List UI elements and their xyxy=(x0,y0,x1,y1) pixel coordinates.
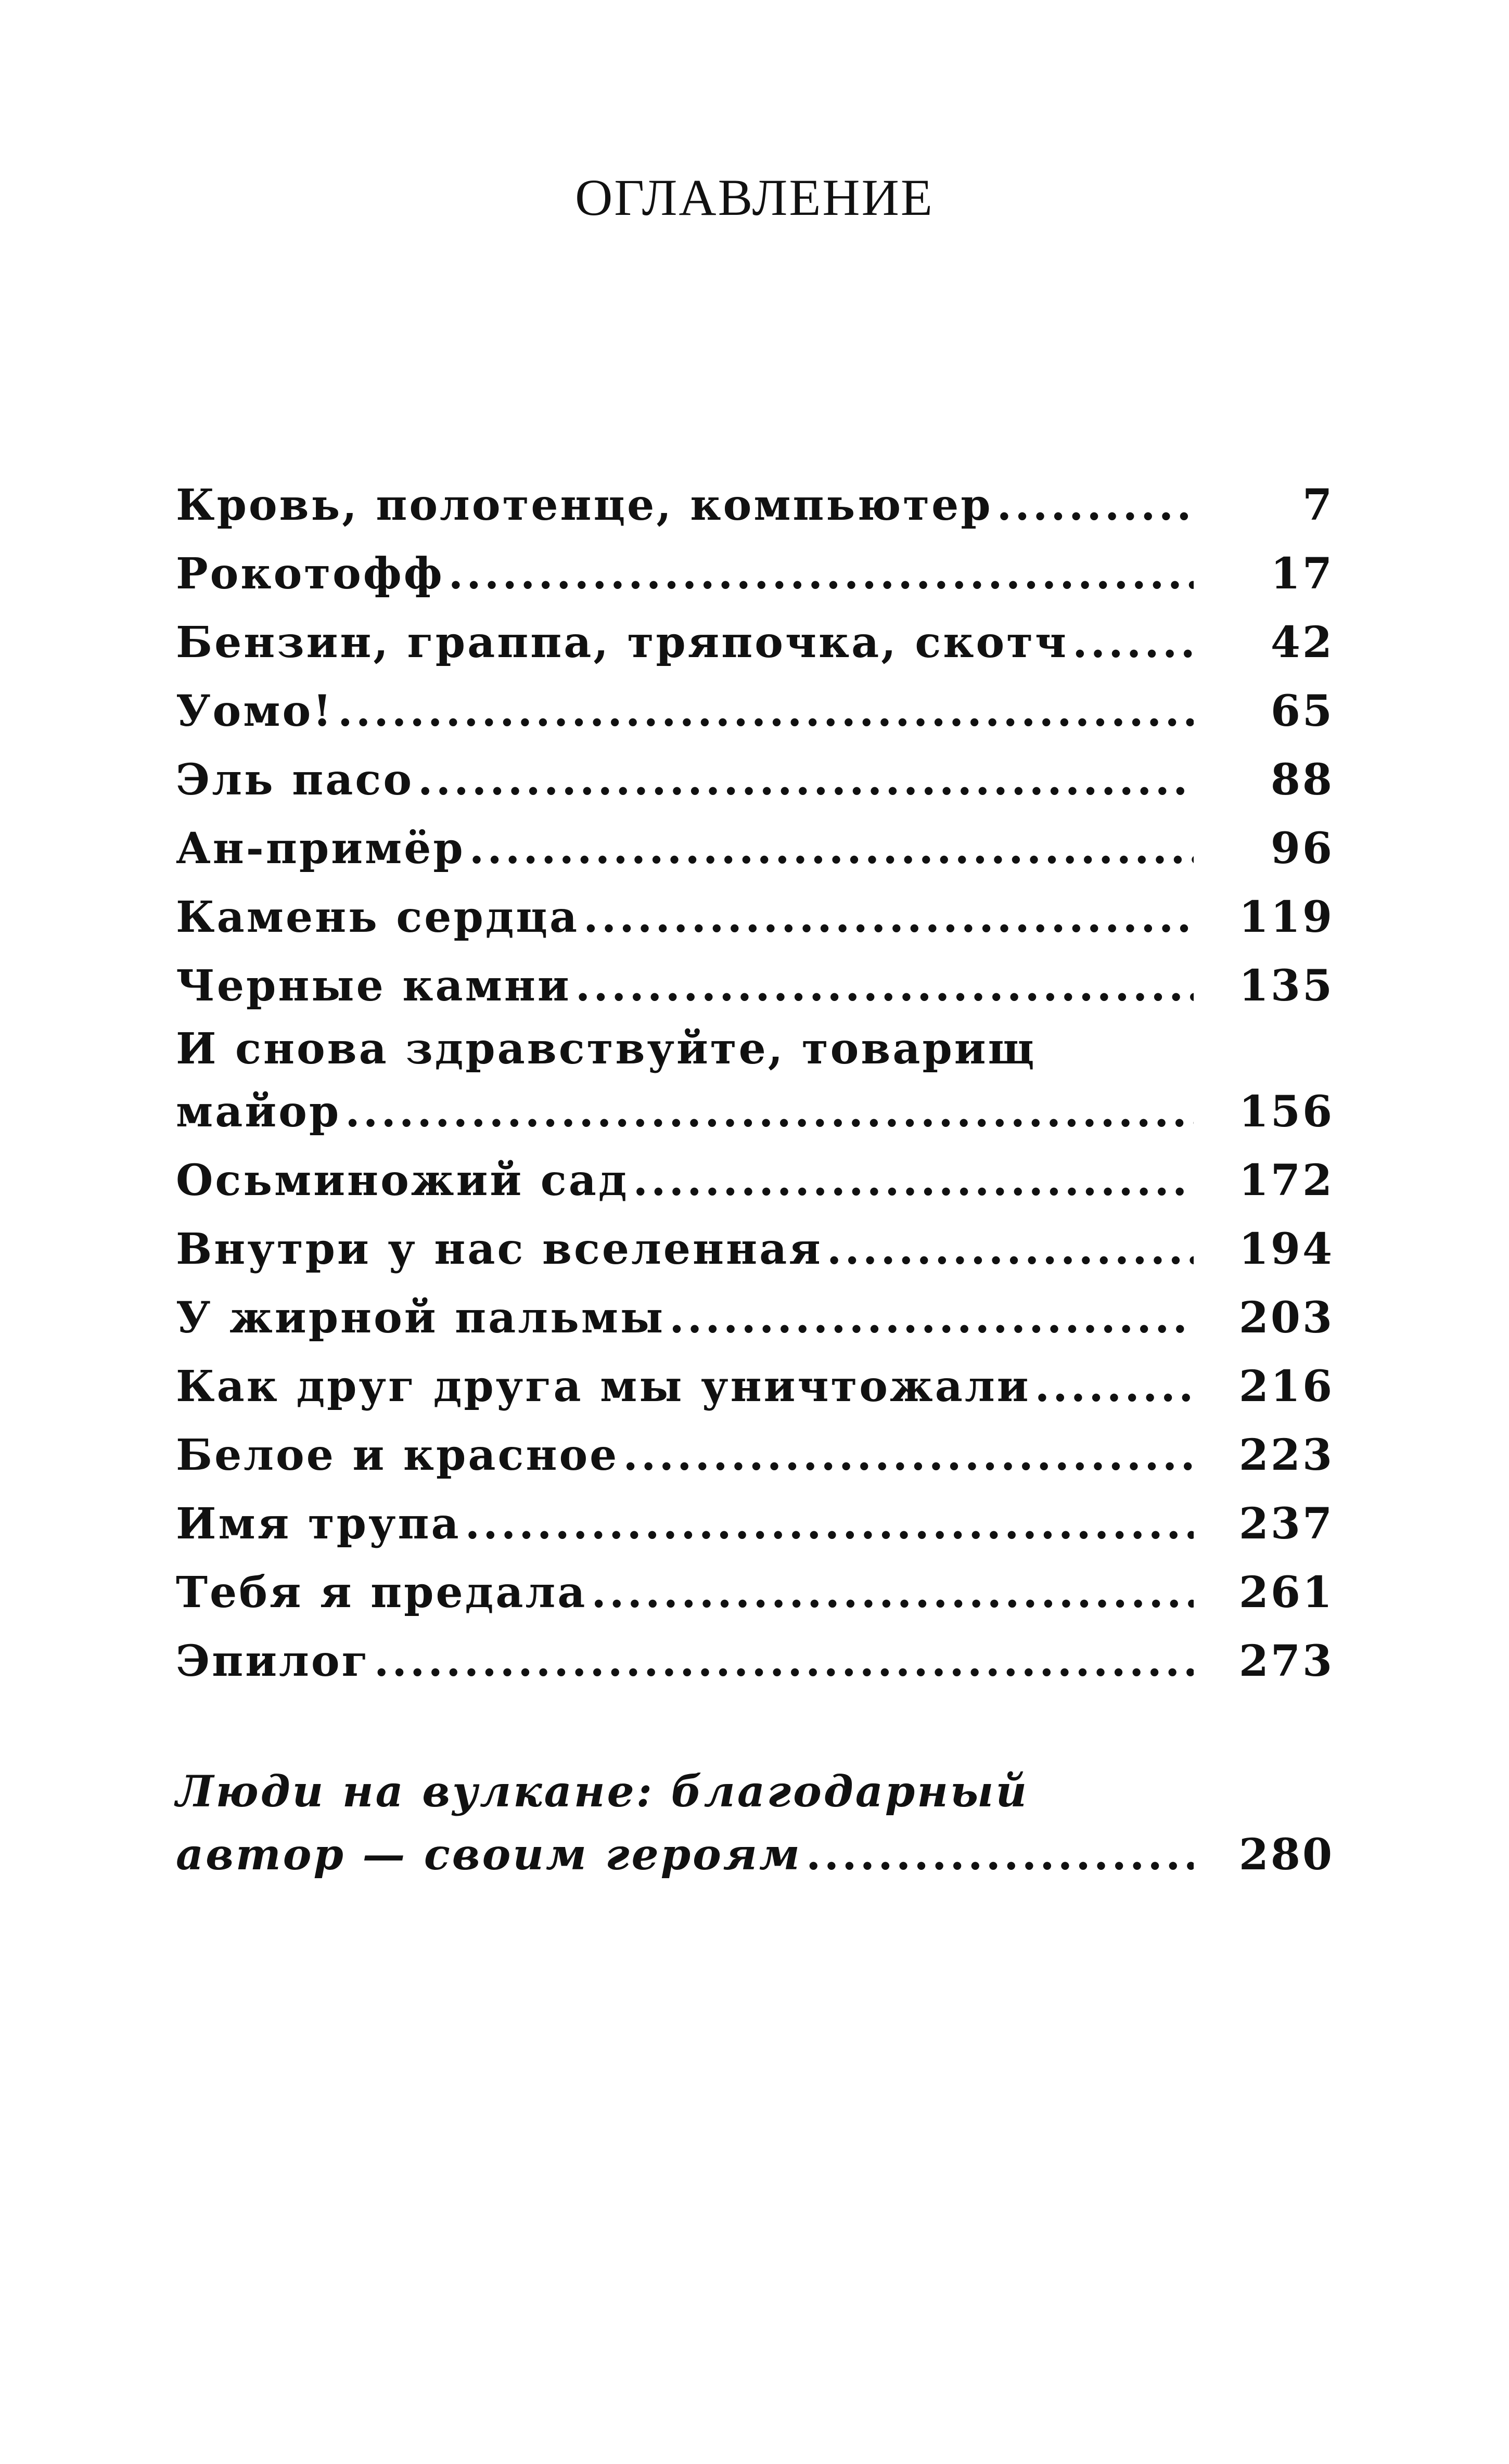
dot-leader xyxy=(591,1558,1194,1627)
toc-entry xyxy=(176,608,1334,677)
toc-entry xyxy=(176,1284,1334,1352)
toc-entry-title: Черные камни xyxy=(176,961,571,1011)
dot-leader xyxy=(1072,608,1194,677)
table-of-contents xyxy=(176,471,1334,1889)
toc-entry-page: 7 xyxy=(1302,480,1334,530)
toc-entry-title: Осьминожий сад xyxy=(176,1156,629,1205)
toc-entry-title: Как друг друга мы уничтожали xyxy=(176,1362,1031,1411)
afterword-entry-line-1 xyxy=(176,1763,1334,1820)
dot-leader xyxy=(465,1490,1194,1558)
toc-entry xyxy=(176,814,1334,883)
dot-leader xyxy=(1035,1352,1194,1421)
afterword-entry xyxy=(176,1820,1334,1889)
page-title: ОГЛАВЛЕНИЕ xyxy=(575,169,934,226)
toc-entry xyxy=(176,952,1334,1020)
toc-entry-page: 135 xyxy=(1238,961,1334,1011)
toc-entry-title: Бензин, граппа, тряпочка, скотч xyxy=(176,618,1069,668)
toc-entry-page: 65 xyxy=(1270,686,1334,736)
dot-leader xyxy=(806,1820,1194,1889)
afterword-title-line-2: автор — своим героям xyxy=(176,1830,802,1880)
toc-entry-page: 96 xyxy=(1270,824,1334,874)
toc-entry-title: Белое и красное xyxy=(176,1430,619,1480)
toc-entry-page: 17 xyxy=(1270,549,1334,599)
toc-entry-page: 237 xyxy=(1238,1499,1334,1549)
toc-entry-title: Эпилог xyxy=(176,1636,370,1686)
toc-entry-page: 42 xyxy=(1270,618,1334,668)
toc-entry xyxy=(176,883,1334,952)
toc-entry-title: Имя трупа xyxy=(176,1499,461,1549)
dot-leader xyxy=(633,1146,1194,1215)
toc-entry-page: 223 xyxy=(1238,1430,1334,1480)
afterword-title-line-1: Люди на вулкане: благодарный xyxy=(176,1767,1029,1817)
toc-entry xyxy=(176,1215,1334,1284)
dot-leader xyxy=(576,952,1194,1020)
dot-leader xyxy=(418,746,1194,814)
toc-entry-page: 216 xyxy=(1238,1362,1334,1411)
toc-entry xyxy=(176,746,1334,814)
toc-entry xyxy=(176,1627,1334,1696)
toc-entry-page: 273 xyxy=(1238,1636,1334,1686)
toc-entry xyxy=(176,1490,1334,1558)
toc-entry-page: 88 xyxy=(1270,755,1334,805)
toc-entry xyxy=(176,677,1334,746)
toc-entry-page: 261 xyxy=(1238,1568,1334,1618)
toc-entry-title: Тебя я предала xyxy=(176,1568,587,1618)
dot-leader xyxy=(997,471,1194,540)
toc-entry xyxy=(176,1146,1334,1215)
toc-entry-title: У жирной пальмы xyxy=(176,1293,666,1343)
dot-leader xyxy=(827,1215,1194,1284)
section-gap xyxy=(176,1696,1334,1763)
toc-entry xyxy=(176,540,1334,608)
toc-entry-title: Камень сердца xyxy=(176,892,580,942)
dot-leader xyxy=(449,540,1194,608)
toc-entry-title: Рокотофф xyxy=(176,549,444,599)
dot-leader xyxy=(338,677,1194,746)
dot-leader xyxy=(623,1421,1194,1490)
toc-entry-title: Уомо! xyxy=(176,686,334,736)
toc-entry-title: Внутри у нас вселенная xyxy=(176,1224,823,1274)
toc-entry xyxy=(176,1558,1334,1627)
toc-entry-title: Кровь, полотенце, компьютер xyxy=(176,480,993,530)
dot-leader xyxy=(469,814,1194,883)
dot-leader xyxy=(345,1077,1194,1146)
toc-entry-page: 156 xyxy=(1238,1087,1334,1137)
toc-entry-title: Ан-примёр xyxy=(176,824,465,874)
toc-entry xyxy=(176,471,1334,540)
toc-entry-page: 203 xyxy=(1238,1293,1334,1343)
toc-entry-title-line-1: И снова здравствуйте, товарищ xyxy=(176,1024,1037,1074)
dot-leader xyxy=(669,1284,1194,1352)
toc-entry xyxy=(176,1421,1334,1490)
toc-entry-page: 119 xyxy=(1238,892,1334,942)
toc-entry-page: 194 xyxy=(1238,1224,1334,1274)
afterword-page: 280 xyxy=(1238,1830,1334,1880)
toc-entry-page: 172 xyxy=(1238,1156,1334,1205)
toc-entry-title-line-2: майор xyxy=(176,1087,341,1137)
dot-leader xyxy=(374,1627,1194,1696)
toc-entry xyxy=(176,1352,1334,1421)
toc-entry-title: Эль пасо xyxy=(176,755,414,805)
toc-entry xyxy=(176,1077,1334,1146)
dot-leader xyxy=(583,883,1194,952)
